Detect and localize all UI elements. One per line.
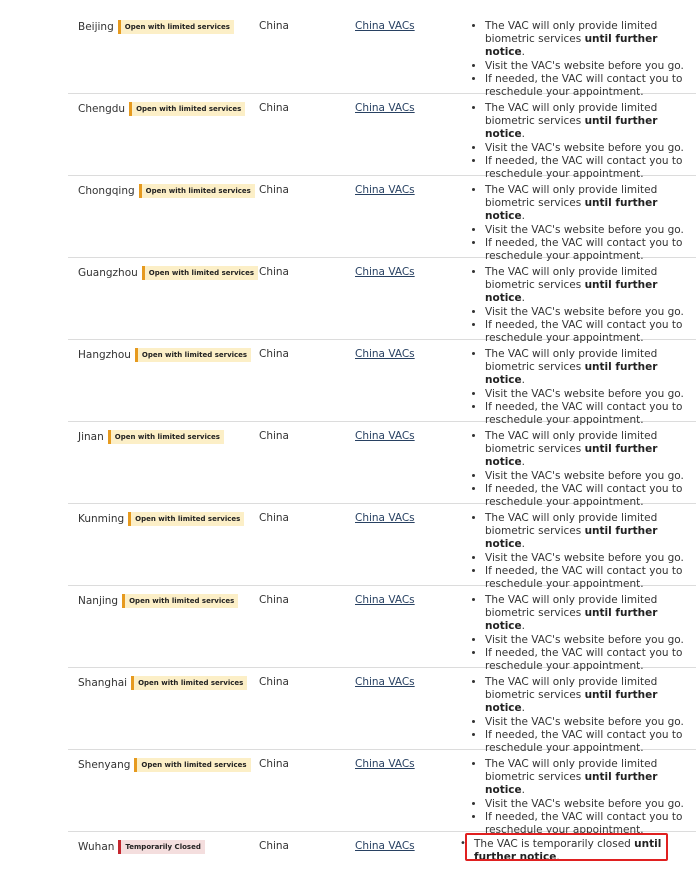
city-name: Chongqing — [78, 184, 135, 197]
list-item — [485, 430, 696, 470]
info-text: . — [521, 46, 525, 59]
status-badge: Open with limited services — [142, 266, 258, 280]
country-cell: China — [259, 676, 289, 688]
list-item: • Visit the VAC's website before you go. — [485, 470, 696, 483]
info-cell — [472, 512, 696, 591]
city-cell — [78, 512, 244, 526]
info-text: . — [521, 784, 525, 797]
table-row — [68, 586, 696, 673]
country-cell: China — [259, 512, 289, 524]
info-bold-text: until further notice — [485, 689, 658, 715]
list-item: • Visit the VAC's website before you go. — [485, 60, 696, 73]
city-name: Jinan — [78, 430, 104, 443]
info-cell — [472, 348, 696, 427]
vac-link-cell — [355, 676, 415, 689]
info-bold-text: until further notice — [485, 279, 658, 305]
list-item: • If needed, the VAC will contact you to reschedule your appointment. — [485, 565, 696, 591]
info-bold-text: until further notice — [485, 525, 658, 551]
info-list — [472, 676, 696, 755]
vac-status-table — [68, 12, 696, 872]
status-badge: Open with limited services — [108, 430, 224, 444]
info-bold-text: until further notice — [485, 361, 658, 387]
list-item — [485, 184, 696, 224]
info-list — [472, 184, 696, 263]
info-text: The VAC will only provide limited biometric services — [485, 512, 658, 538]
city-cell — [78, 594, 238, 608]
info-text: . — [521, 210, 525, 223]
table-row — [68, 94, 696, 181]
list-item: • If needed, the VAC will contact you to reschedule your appointment. — [485, 483, 696, 509]
country-cell: China — [259, 266, 289, 278]
info-cell — [472, 102, 696, 181]
status-badge: Temporarily Closed — [118, 840, 204, 854]
vac-link-cell — [355, 102, 415, 115]
city-cell — [78, 348, 251, 362]
vac-link-cell — [355, 512, 415, 525]
country-cell: China — [259, 430, 289, 442]
city-cell — [78, 102, 245, 116]
info-text: . — [521, 702, 525, 715]
info-list — [472, 266, 696, 345]
china-vacs-link[interactable]: China VACs — [355, 594, 415, 606]
info-list — [472, 512, 696, 591]
status-badge: Open with limited services — [118, 20, 234, 34]
city-cell — [78, 184, 255, 198]
china-vacs-link[interactable]: China VACs — [355, 266, 415, 278]
info-list — [472, 20, 696, 99]
vac-link-cell — [355, 348, 415, 361]
info-text: The VAC will only provide limited biometric services — [485, 266, 658, 292]
list-item: • Visit the VAC's website before you go. — [485, 552, 696, 565]
list-item: • If needed, the VAC will contact you to reschedule your appointment. — [485, 401, 696, 427]
list-item — [485, 758, 696, 798]
list-item: • Visit the VAC's website before you go. — [485, 798, 696, 811]
city-cell — [78, 20, 234, 34]
list-item — [485, 348, 696, 388]
city-cell — [78, 266, 258, 280]
info-list — [472, 430, 696, 509]
china-vacs-link[interactable]: China VACs — [355, 676, 415, 688]
info-bold-text: until further notice — [485, 771, 658, 797]
list-item — [485, 512, 696, 552]
vac-link-cell — [355, 840, 415, 853]
info-bold-text: until further notice — [485, 115, 658, 141]
status-badge: Open with limited services — [135, 348, 251, 362]
info-cell — [472, 266, 696, 345]
city-name: Wuhan — [78, 840, 115, 853]
status-badge: Open with limited services — [129, 102, 245, 116]
china-vacs-link[interactable]: China VACs — [355, 512, 415, 524]
vac-link-cell — [355, 266, 415, 279]
vac-link-cell — [355, 430, 415, 443]
info-cell — [472, 594, 696, 673]
status-badge: Open with limited services — [128, 512, 244, 526]
country-cell: China — [259, 840, 289, 852]
status-badge: Open with limited services — [139, 184, 255, 198]
china-vacs-link[interactable]: China VACs — [355, 430, 415, 442]
list-item: • Visit the VAC's website before you go. — [485, 388, 696, 401]
table-row — [68, 340, 696, 427]
list-item — [485, 20, 696, 60]
list-item: • If needed, the VAC will contact you to reschedule your appointment. — [485, 155, 696, 181]
table-row — [68, 504, 696, 591]
info-text: The VAC will only provide limited biometric services — [485, 594, 658, 620]
list-item: • Visit the VAC's website before you go. — [485, 224, 696, 237]
info-text: . — [521, 374, 525, 387]
list-item: • If needed, the VAC will contact you to reschedule your appointment. — [485, 811, 696, 837]
vac-link-cell — [355, 758, 415, 771]
list-item — [485, 594, 696, 634]
table-row — [68, 176, 696, 263]
country-cell: China — [259, 594, 289, 606]
info-text: . — [556, 851, 560, 864]
city-name: Guangzhou — [78, 266, 138, 279]
city-cell — [78, 840, 205, 854]
info-list — [472, 102, 696, 181]
list-item: • If needed, the VAC will contact you to reschedule your appointment. — [485, 237, 696, 263]
info-text: The VAC will only provide limited biometric services — [485, 102, 658, 128]
list-item — [485, 266, 696, 306]
china-vacs-link[interactable]: China VACs — [355, 20, 415, 32]
table-row — [68, 422, 696, 509]
city-name: Nanjing — [78, 594, 119, 607]
china-vacs-link[interactable]: China VACs — [355, 348, 415, 360]
info-bold-text: until further notice — [485, 607, 658, 633]
info-list — [472, 594, 696, 673]
country-cell: China — [259, 758, 289, 770]
info-text: . — [521, 538, 525, 551]
country-cell: China — [259, 184, 289, 196]
table-row — [68, 12, 696, 99]
china-vacs-link[interactable]: China VACs — [355, 758, 415, 770]
vac-link-cell — [355, 20, 415, 33]
info-text: . — [521, 456, 525, 469]
vac-link-cell — [355, 184, 415, 197]
info-text: . — [521, 128, 525, 141]
city-name: Hangzhou — [78, 348, 131, 361]
country-cell: China — [259, 348, 289, 360]
info-text: The VAC will only provide limited biometric services — [485, 676, 658, 702]
bullet-icon: • — [460, 838, 466, 849]
city-name: Kunming — [78, 512, 125, 525]
info-text: The VAC will only provide limited biometric services — [485, 348, 658, 374]
list-item: • If needed, the VAC will contact you to reschedule your appointment. — [485, 73, 696, 99]
info-cell — [472, 430, 696, 509]
info-text: . — [521, 620, 525, 633]
city-name: Shanghai — [78, 676, 128, 689]
info-list — [472, 758, 696, 837]
city-cell — [78, 430, 224, 444]
status-badge: Open with limited services — [131, 676, 247, 690]
table-row — [68, 668, 696, 755]
info-text: The VAC will only provide limited biometric services — [485, 184, 658, 210]
vac-link-cell — [355, 594, 415, 607]
info-text: . — [521, 292, 525, 305]
list-item: • Visit the VAC's website before you go. — [485, 306, 696, 319]
info-list — [472, 348, 696, 427]
list-item: • If needed, the VAC will contact you to reschedule your appointment. — [485, 647, 696, 673]
status-badge: Open with limited services — [122, 594, 238, 608]
list-item: • If needed, the VAC will contact you to reschedule your appointment. — [485, 729, 696, 755]
info-bold-text: until further notice — [474, 838, 662, 864]
info-cell — [472, 20, 696, 99]
city-cell — [78, 676, 247, 690]
info-text: The VAC will only provide limited biometric services — [485, 758, 658, 784]
closed-notice — [474, 838, 674, 864]
table-row — [68, 258, 696, 345]
info-text: The VAC will only provide limited biometric services — [485, 430, 658, 456]
city-name: Chengdu — [78, 102, 126, 115]
info-cell — [472, 676, 696, 755]
list-item — [485, 102, 696, 142]
info-bold-text: until further notice — [485, 443, 658, 469]
info-bold-text: until further notice — [485, 197, 658, 223]
info-cell — [472, 184, 696, 263]
city-name: Shenyang — [78, 758, 131, 771]
city-name: Beijing — [78, 20, 114, 33]
country-cell: China — [259, 102, 289, 114]
list-item: • Visit the VAC's website before you go. — [485, 716, 696, 729]
info-bold-text: until further notice — [485, 33, 658, 59]
list-item — [485, 676, 696, 716]
china-vacs-link[interactable]: China VACs — [355, 102, 415, 114]
list-item: • Visit the VAC's website before you go. — [485, 634, 696, 647]
list-item: • If needed, the VAC will contact you to reschedule your appointment. — [485, 319, 696, 345]
city-cell — [78, 758, 251, 772]
table-row — [68, 750, 696, 837]
china-vacs-link[interactable]: China VACs — [355, 184, 415, 196]
china-vacs-link[interactable]: China VACs — [355, 840, 415, 852]
info-text: The VAC will only provide limited biometric services — [485, 20, 658, 46]
info-cell — [472, 758, 696, 837]
country-cell: China — [259, 20, 289, 32]
list-item: • Visit the VAC's website before you go. — [485, 142, 696, 155]
info-text: The VAC is temporarily closed — [474, 838, 635, 850]
status-badge: Open with limited services — [134, 758, 250, 772]
